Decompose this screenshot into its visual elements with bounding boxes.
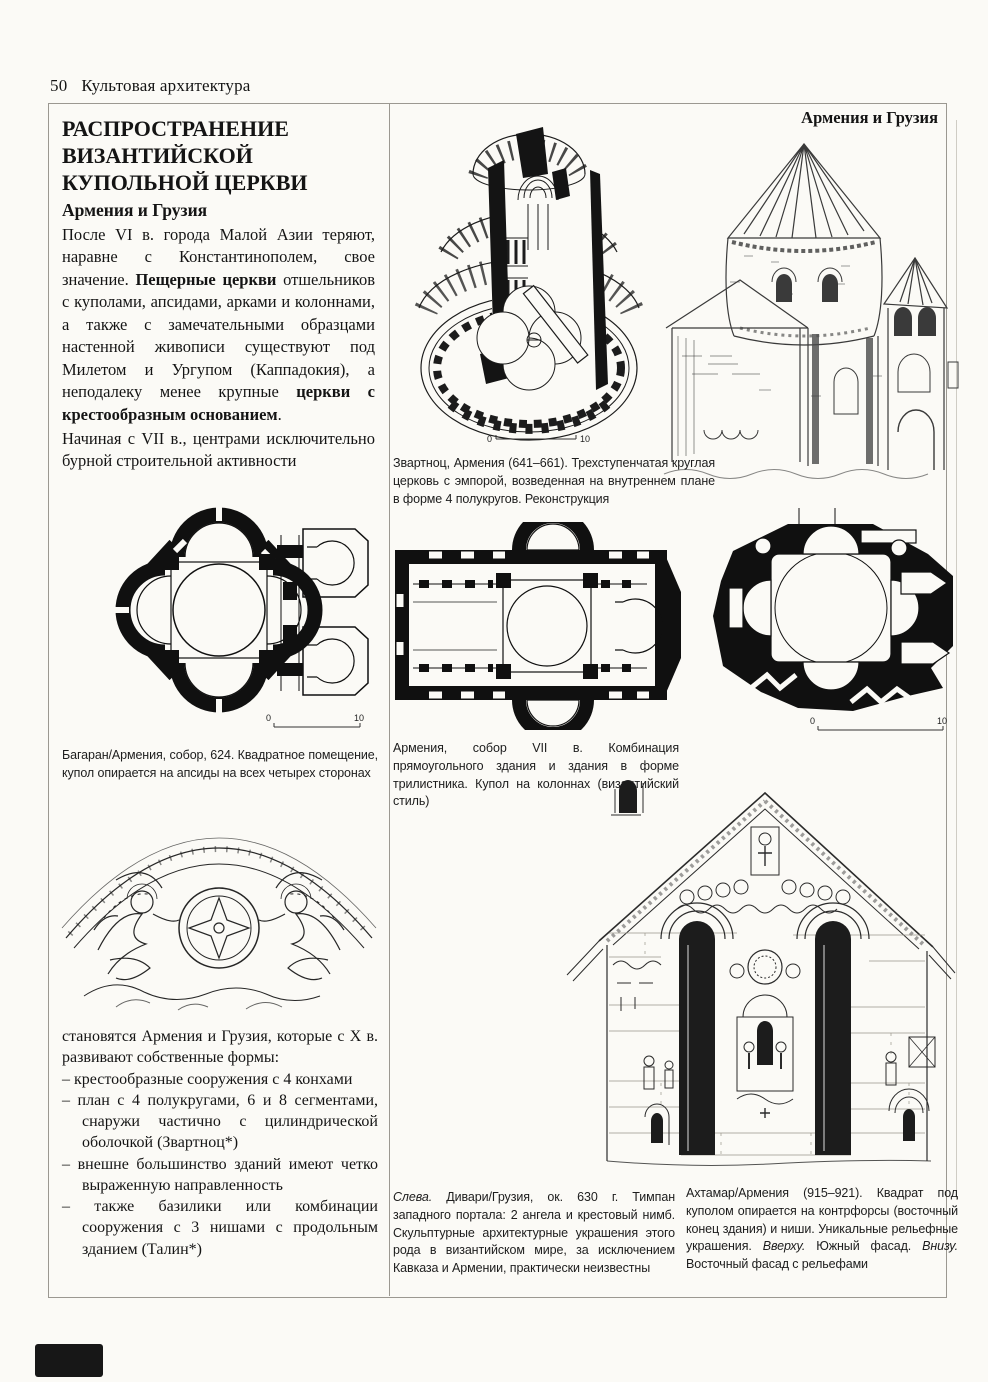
article-title-line1: РАСПРОСТРАНЕНИЕ [62,116,289,141]
bold-term-cave-churches: Пещерные церкви [135,269,277,289]
scale-ten: 10 [580,434,591,444]
zvartnots-cutaway-drawing [396,112,668,450]
caption-akhtamar [686,1185,958,1274]
caption-akhtamar-text: Восточный фасад с рельефами [686,1257,868,1271]
tympanum-angels-drawing [58,810,380,1015]
chapter-title: Культовая архитектура [81,76,251,95]
bagaran-plan-drawing [72,487,374,737]
section-header-right: Армения и Грузия [801,108,938,127]
paragraph-1 [62,224,375,426]
akhtamar-facade-drawing [561,769,961,1179]
caption-divari-body: Дивари/Грузия, ок. 630 г. Тимпан западного портала: 2 ангела и крестовый нимб. Скульптурные архитектурные украшения этого рода в византийском мире, за исключением Кавказа и Армении, практически неизвестны [393,1190,675,1275]
scale-zero: 0 [810,716,816,726]
running-head [50,76,251,96]
caption-zvartnots: Звартноц, Армения (641–661). Трехступенчатая круглая церковь с эмпорой, возведенная на внутреннем плане в форме 4 полукругов. Реконструкция [393,456,715,506]
page-number: 50 [50,76,68,95]
list-item: – внешне большинство зданий имеют четко выраженную направленность [62,1155,378,1194]
continuation-paragraph: становятся Армения и Грузия, которые с X в. развивают собственные формы: [62,1028,378,1067]
caption-akhtamar-text: Южный фасад. [805,1239,923,1254]
church-perspective-sketch [648,130,960,482]
article-title-line3: КУПОЛЬНОЙ ЦЕРКВИ [62,170,308,195]
scale-zero: 0 [266,713,272,723]
paragraph-1-text: отшельников с куполами, апсидами, арками и колоннами, а также с замечательными образцами настенной живописи существуют под Милетом и Ургупом (Каппадокия), а неподалеку менее крупные [62,269,375,402]
scale-ten: 10 [354,713,365,723]
scan-corner-artifact [35,1344,103,1377]
article-title-line2: ВИЗАНТИЙСКОЙ [62,143,253,168]
cross-domed-plan-drawing [703,496,958,738]
article-subtitle: Армения и Грузия [62,200,208,220]
paragraph-1-text: После VI в. города Малой Азии теряют, наравне с Константинополем, свое значение. [62,225,375,289]
list-item: – план с 4 полукругами, 6 и 8 сегментами, снаружи частично с цилиндрической оболочкой (Звартноц*) [62,1091,378,1152]
paragraph-2: Начиная с VII в., центрами исключительно бурной строительной активности [62,429,375,471]
bold-term-cross-base: церкви с крестообразным основанием [62,382,375,424]
caption-divari [393,1189,675,1278]
caption-divari-lead: Слева. [393,1190,433,1204]
continuation-block [62,1026,378,1260]
caption-akhtamar-below: Внизу. [922,1239,958,1254]
list-item: – также базилики или комбинации сооружения с 3 нишами с продольным зданием (Талин*) [62,1198,378,1258]
caption-akhtamar-text: Ахтамар/Армения (915–921). Квадрат под куполом опирается на контрфорсы (восточный конец здания) и ниши. Уникальные рельефные украшения. [686,1186,958,1254]
caption-bagaran: Багаран/Армения, собор, 624. Квадратное помещение, купол опирается на апсиды на всех четырех сторонах [62,748,378,780]
list-item: – крестообразные сооружения с 4 конхами [62,1070,353,1088]
caption-akhtamar-above: Вверху. [762,1239,806,1254]
scale-ten: 10 [937,716,948,726]
basilica-trefoil-plan-drawing [385,522,682,730]
caption-armenia-cathedral: Армения, собор VII в. Комбинация прямоугольного здания и здания в форме трилистника. Купол на колоннах (византийский стиль) [393,741,679,809]
scale-zero: 0 [487,434,493,444]
paragraph-1-text: . [277,404,282,424]
